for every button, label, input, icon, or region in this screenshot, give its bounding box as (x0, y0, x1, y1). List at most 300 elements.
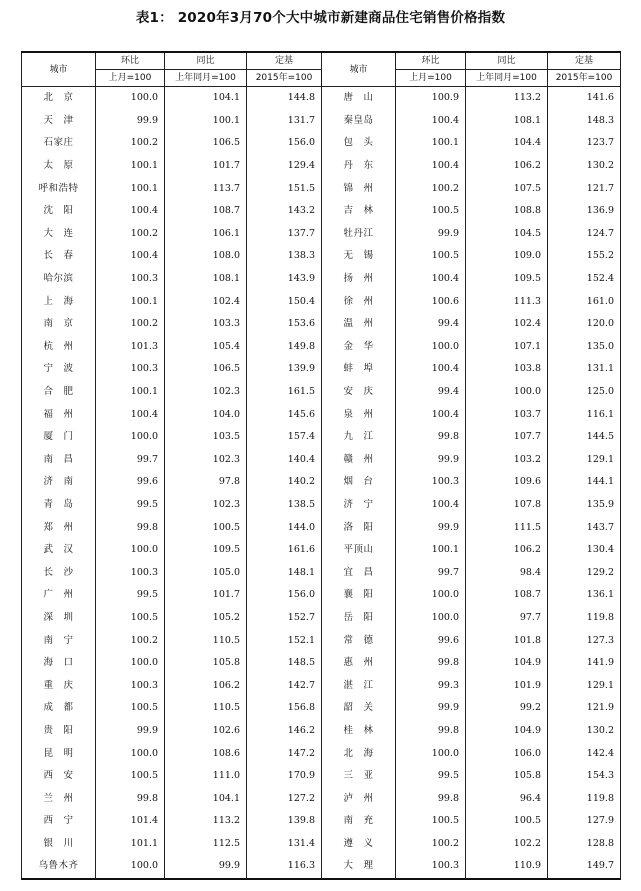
table-row (22, 177, 621, 200)
right-city-cell: 韶 关 (322, 697, 396, 720)
left-base-cell: 161.5 (247, 381, 322, 404)
right-yoy-cell: 100.5 (466, 810, 548, 833)
right-base-cell: 121.9 (548, 697, 621, 720)
right-mom-cell: 100.1 (396, 132, 466, 155)
left-base-cell: 140.2 (247, 471, 322, 494)
right-mom-cell: 100.4 (396, 494, 466, 517)
right-yoy-cell: 103.7 (466, 403, 548, 426)
header-yoy-right: 同比 (466, 52, 548, 70)
right-base-cell: 129.1 (548, 674, 621, 697)
right-city-cell: 徐 州 (322, 290, 396, 313)
right-city-cell: 济 宁 (322, 494, 396, 517)
right-mom-cell: 100.1 (396, 539, 466, 562)
right-yoy-cell: 107.8 (466, 494, 548, 517)
right-city-cell: 洛 阳 (322, 516, 396, 539)
header-mom-left: 环比 (96, 52, 165, 70)
right-base-cell: 149.7 (548, 855, 621, 879)
left-yoy-cell: 108.0 (165, 245, 247, 268)
right-base-cell: 155.2 (548, 245, 621, 268)
right-mom-cell: 99.8 (396, 720, 466, 743)
left-mom-cell: 101.4 (96, 810, 165, 833)
right-yoy-cell: 107.5 (466, 177, 548, 200)
left-yoy-cell: 99.9 (165, 855, 247, 879)
left-city-cell: 南 昌 (22, 449, 96, 472)
left-city-cell: 南 京 (22, 313, 96, 336)
right-city-cell: 岳 阳 (322, 607, 396, 630)
right-mom-cell: 100.5 (396, 200, 466, 223)
table-row (22, 313, 621, 336)
left-mom-cell: 99.8 (96, 516, 165, 539)
left-base-cell: 151.5 (247, 177, 322, 200)
left-base-cell: 146.2 (247, 720, 322, 743)
right-base-cell: 125.0 (548, 381, 621, 404)
left-base-cell: 142.7 (247, 674, 322, 697)
header-mom-right: 环比 (396, 52, 466, 70)
right-mom-cell: 99.8 (396, 652, 466, 675)
table-row (22, 87, 621, 110)
right-city-cell: 安 庆 (322, 381, 396, 404)
header-yoy-sub-left: 上年同月=100 (165, 70, 247, 87)
right-mom-cell: 100.4 (396, 155, 466, 178)
left-yoy-cell: 103.3 (165, 313, 247, 336)
table-row (22, 403, 621, 426)
left-yoy-cell: 102.4 (165, 290, 247, 313)
left-yoy-cell: 105.0 (165, 561, 247, 584)
right-city-cell: 南 充 (322, 810, 396, 833)
left-mom-cell: 99.5 (96, 584, 165, 607)
right-base-cell: 154.3 (548, 765, 621, 788)
header-base-sub-right: 2015年=100 (548, 70, 621, 87)
header-city-left: 城市 (22, 52, 96, 87)
left-base-cell: 157.4 (247, 426, 322, 449)
left-yoy-cell: 110.5 (165, 629, 247, 652)
right-mom-cell: 99.9 (396, 223, 466, 246)
left-mom-cell: 100.2 (96, 132, 165, 155)
right-yoy-cell: 106.2 (466, 155, 548, 178)
right-base-cell: 116.1 (548, 403, 621, 426)
right-base-cell: 129.2 (548, 561, 621, 584)
right-city-cell: 蚌 埠 (322, 358, 396, 381)
right-city-cell: 常 德 (322, 629, 396, 652)
right-city-cell: 金 华 (322, 336, 396, 359)
left-city-cell: 西 安 (22, 765, 96, 788)
right-mom-cell: 100.5 (396, 245, 466, 268)
table-row (22, 336, 621, 359)
right-yoy-cell: 109.6 (466, 471, 548, 494)
table-row (22, 629, 621, 652)
left-yoy-cell: 109.5 (165, 539, 247, 562)
right-mom-cell: 100.0 (396, 607, 466, 630)
table-row (22, 381, 621, 404)
left-city-cell: 重 庆 (22, 674, 96, 697)
left-mom-cell: 99.9 (96, 720, 165, 743)
left-yoy-cell: 101.7 (165, 584, 247, 607)
left-base-cell: 156.0 (247, 132, 322, 155)
left-mom-cell: 100.4 (96, 245, 165, 268)
left-yoy-cell: 106.5 (165, 358, 247, 381)
left-mom-cell: 100.5 (96, 697, 165, 720)
left-base-cell: 139.8 (247, 810, 322, 833)
right-city-cell: 遵 义 (322, 833, 396, 856)
left-mom-cell: 100.1 (96, 290, 165, 313)
left-yoy-cell: 106.2 (165, 674, 247, 697)
left-yoy-cell: 112.5 (165, 833, 247, 856)
left-base-cell: 129.4 (247, 155, 322, 178)
left-mom-cell: 100.1 (96, 155, 165, 178)
left-city-cell: 南 宁 (22, 629, 96, 652)
right-base-cell: 152.4 (548, 268, 621, 291)
left-city-cell: 合 肥 (22, 381, 96, 404)
left-city-cell: 呼和浩特 (22, 177, 96, 200)
left-city-cell: 昆 明 (22, 742, 96, 765)
table-row (22, 110, 621, 133)
right-mom-cell: 99.3 (396, 674, 466, 697)
table-body (22, 87, 621, 879)
right-yoy-cell: 110.9 (466, 855, 548, 879)
left-mom-cell: 100.1 (96, 381, 165, 404)
right-city-cell: 包 头 (322, 132, 396, 155)
right-city-cell: 吉 林 (322, 200, 396, 223)
right-mom-cell: 100.9 (396, 87, 466, 110)
left-yoy-cell: 113.2 (165, 810, 247, 833)
left-city-cell: 广 州 (22, 584, 96, 607)
left-city-cell: 太 原 (22, 155, 96, 178)
right-base-cell: 121.7 (548, 177, 621, 200)
left-yoy-cell: 101.7 (165, 155, 247, 178)
left-city-cell: 长 春 (22, 245, 96, 268)
right-base-cell: 124.7 (548, 223, 621, 246)
left-mom-cell: 100.3 (96, 674, 165, 697)
left-yoy-cell: 102.6 (165, 720, 247, 743)
right-mom-cell: 100.2 (396, 177, 466, 200)
right-mom-cell: 99.7 (396, 561, 466, 584)
left-mom-cell: 100.4 (96, 403, 165, 426)
right-yoy-cell: 108.7 (466, 584, 548, 607)
right-base-cell: 144.1 (548, 471, 621, 494)
right-mom-cell: 99.9 (396, 449, 466, 472)
right-base-cell: 130.2 (548, 155, 621, 178)
right-yoy-cell: 111.5 (466, 516, 548, 539)
left-yoy-cell: 102.3 (165, 494, 247, 517)
right-mom-cell: 99.5 (396, 765, 466, 788)
right-base-cell: 123.7 (548, 132, 621, 155)
right-base-cell: 129.1 (548, 449, 621, 472)
header-base-left: 定基 (247, 52, 322, 70)
left-mom-cell: 100.3 (96, 561, 165, 584)
right-yoy-cell: 101.8 (466, 629, 548, 652)
table-row (22, 720, 621, 743)
header-city-right: 城市 (322, 52, 396, 87)
right-city-cell: 湛 江 (322, 674, 396, 697)
right-mom-cell: 99.4 (396, 381, 466, 404)
header-mom-sub-left: 上月=100 (96, 70, 165, 87)
right-mom-cell: 100.4 (396, 268, 466, 291)
right-yoy-cell: 109.5 (466, 268, 548, 291)
left-city-cell: 银 川 (22, 833, 96, 856)
right-yoy-cell: 96.4 (466, 787, 548, 810)
header-base-right: 定基 (548, 52, 621, 70)
left-base-cell: 138.3 (247, 245, 322, 268)
left-mom-cell: 100.0 (96, 87, 165, 110)
left-city-cell: 济 南 (22, 471, 96, 494)
left-city-cell: 武 汉 (22, 539, 96, 562)
left-mom-cell: 99.9 (96, 110, 165, 133)
left-yoy-cell: 110.5 (165, 697, 247, 720)
left-mom-cell: 100.0 (96, 539, 165, 562)
left-city-cell: 海 口 (22, 652, 96, 675)
right-base-cell: 148.3 (548, 110, 621, 133)
right-yoy-cell: 109.0 (466, 245, 548, 268)
right-yoy-cell: 104.9 (466, 652, 548, 675)
right-mom-cell: 100.3 (396, 855, 466, 879)
left-base-cell: 143.9 (247, 268, 322, 291)
left-base-cell: 156.8 (247, 697, 322, 720)
left-yoy-cell: 111.0 (165, 765, 247, 788)
left-mom-cell: 99.6 (96, 471, 165, 494)
left-city-cell: 厦 门 (22, 426, 96, 449)
left-base-cell: 149.8 (247, 336, 322, 359)
right-mom-cell: 99.9 (396, 516, 466, 539)
right-yoy-cell: 103.2 (466, 449, 548, 472)
right-yoy-cell: 102.2 (466, 833, 548, 856)
left-yoy-cell: 102.3 (165, 381, 247, 404)
left-mom-cell: 100.3 (96, 358, 165, 381)
left-mom-cell: 100.5 (96, 607, 165, 630)
left-base-cell: 152.7 (247, 607, 322, 630)
table-row (22, 494, 621, 517)
left-base-cell: 147.2 (247, 742, 322, 765)
left-mom-cell: 100.5 (96, 765, 165, 788)
left-base-cell: 140.4 (247, 449, 322, 472)
right-yoy-cell: 108.8 (466, 200, 548, 223)
right-city-cell: 泸 州 (322, 787, 396, 810)
left-yoy-cell: 105.2 (165, 607, 247, 630)
right-mom-cell: 100.0 (396, 336, 466, 359)
table-row (22, 516, 621, 539)
table-row (22, 132, 621, 155)
right-yoy-cell: 104.9 (466, 720, 548, 743)
right-city-cell: 牡丹江 (322, 223, 396, 246)
left-base-cell: 137.7 (247, 223, 322, 246)
right-city-cell: 赣 州 (322, 449, 396, 472)
right-mom-cell: 100.4 (396, 403, 466, 426)
right-base-cell: 144.5 (548, 426, 621, 449)
table-row (22, 155, 621, 178)
left-city-cell: 哈尔滨 (22, 268, 96, 291)
left-base-cell: 148.5 (247, 652, 322, 675)
right-city-cell: 三 亚 (322, 765, 396, 788)
left-yoy-cell: 104.1 (165, 787, 247, 810)
left-yoy-cell: 100.5 (165, 516, 247, 539)
right-base-cell: 141.6 (548, 87, 621, 110)
table-row (22, 471, 621, 494)
right-mom-cell: 99.8 (396, 426, 466, 449)
left-base-cell: 138.5 (247, 494, 322, 517)
left-city-cell: 郑 州 (22, 516, 96, 539)
right-city-cell: 秦皇岛 (322, 110, 396, 133)
table-row (22, 245, 621, 268)
right-yoy-cell: 106.2 (466, 539, 548, 562)
left-city-cell: 青 岛 (22, 494, 96, 517)
left-base-cell: 145.6 (247, 403, 322, 426)
right-yoy-cell: 98.4 (466, 561, 548, 584)
table-row (22, 787, 621, 810)
table-row (22, 765, 621, 788)
right-yoy-cell: 108.1 (466, 110, 548, 133)
left-base-cell: 127.2 (247, 787, 322, 810)
left-mom-cell: 100.0 (96, 855, 165, 879)
right-base-cell: 136.1 (548, 584, 621, 607)
right-yoy-cell: 111.3 (466, 290, 548, 313)
right-city-cell: 丹 东 (322, 155, 396, 178)
left-base-cell: 139.9 (247, 358, 322, 381)
table-row (22, 855, 621, 879)
left-city-cell: 兰 州 (22, 787, 96, 810)
right-mom-cell: 100.0 (396, 584, 466, 607)
left-yoy-cell: 103.5 (165, 426, 247, 449)
right-yoy-cell: 105.8 (466, 765, 548, 788)
right-mom-cell: 100.4 (396, 110, 466, 133)
right-city-cell: 平顶山 (322, 539, 396, 562)
right-base-cell: 127.9 (548, 810, 621, 833)
header-row-2 (22, 70, 621, 87)
left-city-cell: 贵 阳 (22, 720, 96, 743)
right-base-cell: 119.8 (548, 787, 621, 810)
left-yoy-cell: 108.7 (165, 200, 247, 223)
table-row (22, 584, 621, 607)
left-yoy-cell: 102.3 (165, 449, 247, 472)
left-city-cell: 杭 州 (22, 336, 96, 359)
right-city-cell: 扬 州 (322, 268, 396, 291)
right-mom-cell: 100.2 (396, 833, 466, 856)
header-yoy-sub-right: 上年同月=100 (466, 70, 548, 87)
left-base-cell: 116.3 (247, 855, 322, 879)
table-row (22, 223, 621, 246)
table-row (22, 742, 621, 765)
left-base-cell: 131.4 (247, 833, 322, 856)
right-base-cell: 130.2 (548, 720, 621, 743)
right-yoy-cell: 104.4 (466, 132, 548, 155)
left-mom-cell: 100.2 (96, 223, 165, 246)
left-city-cell: 北 京 (22, 87, 96, 110)
right-base-cell: 135.9 (548, 494, 621, 517)
left-yoy-cell: 106.1 (165, 223, 247, 246)
left-mom-cell: 100.1 (96, 177, 165, 200)
right-mom-cell: 100.6 (396, 290, 466, 313)
left-base-cell: 143.2 (247, 200, 322, 223)
right-yoy-cell: 99.2 (466, 697, 548, 720)
right-base-cell: 131.1 (548, 358, 621, 381)
left-mom-cell: 99.5 (96, 494, 165, 517)
left-city-cell: 石家庄 (22, 132, 96, 155)
table-row (22, 539, 621, 562)
left-yoy-cell: 97.8 (165, 471, 247, 494)
left-mom-cell: 99.7 (96, 449, 165, 472)
table-row (22, 426, 621, 449)
right-yoy-cell: 113.2 (466, 87, 548, 110)
right-city-cell: 无 锡 (322, 245, 396, 268)
table-row (22, 833, 621, 856)
right-mom-cell: 100.5 (396, 810, 466, 833)
right-yoy-cell: 107.7 (466, 426, 548, 449)
table-row (22, 290, 621, 313)
right-base-cell: 119.8 (548, 607, 621, 630)
left-city-cell: 长 沙 (22, 561, 96, 584)
right-yoy-cell: 107.1 (466, 336, 548, 359)
left-base-cell: 170.9 (247, 765, 322, 788)
left-base-cell: 161.6 (247, 539, 322, 562)
right-base-cell: 161.0 (548, 290, 621, 313)
table-row (22, 652, 621, 675)
left-base-cell: 148.1 (247, 561, 322, 584)
right-city-cell: 唐 山 (322, 87, 396, 110)
left-base-cell: 144.8 (247, 87, 322, 110)
right-base-cell: 136.9 (548, 200, 621, 223)
left-yoy-cell: 108.1 (165, 268, 247, 291)
left-mom-cell: 100.2 (96, 313, 165, 336)
table-row (22, 358, 621, 381)
left-mom-cell: 100.0 (96, 426, 165, 449)
left-base-cell: 156.0 (247, 584, 322, 607)
left-mom-cell: 100.4 (96, 200, 165, 223)
right-city-cell: 襄 阳 (322, 584, 396, 607)
table-row (22, 561, 621, 584)
right-city-cell: 大 理 (322, 855, 396, 879)
left-city-cell: 宁 波 (22, 358, 96, 381)
table-row (22, 697, 621, 720)
left-city-cell: 福 州 (22, 403, 96, 426)
left-yoy-cell: 100.1 (165, 110, 247, 133)
right-city-cell: 烟 台 (322, 471, 396, 494)
left-city-cell: 上 海 (22, 290, 96, 313)
right-mom-cell: 99.4 (396, 313, 466, 336)
left-city-cell: 大 连 (22, 223, 96, 246)
left-city-cell: 深 圳 (22, 607, 96, 630)
left-mom-cell: 100.0 (96, 652, 165, 675)
right-city-cell: 九 江 (322, 426, 396, 449)
header-row-1 (22, 52, 621, 70)
right-city-cell: 锦 州 (322, 177, 396, 200)
left-city-cell: 西 宁 (22, 810, 96, 833)
right-mom-cell: 100.4 (396, 358, 466, 381)
left-city-cell: 天 津 (22, 110, 96, 133)
right-city-cell: 泉 州 (322, 403, 396, 426)
right-city-cell: 宜 昌 (322, 561, 396, 584)
table-row (22, 449, 621, 472)
left-mom-cell: 100.0 (96, 742, 165, 765)
right-mom-cell: 99.6 (396, 629, 466, 652)
table-row (22, 268, 621, 291)
right-yoy-cell: 97.7 (466, 607, 548, 630)
table-row (22, 674, 621, 697)
right-yoy-cell: 100.0 (466, 381, 548, 404)
right-city-cell: 桂 林 (322, 720, 396, 743)
left-yoy-cell: 113.7 (165, 177, 247, 200)
header-base-sub-left: 2015年=100 (247, 70, 322, 87)
left-yoy-cell: 105.4 (165, 336, 247, 359)
left-mom-cell: 100.2 (96, 629, 165, 652)
left-mom-cell: 100.3 (96, 268, 165, 291)
right-base-cell: 143.7 (548, 516, 621, 539)
right-mom-cell: 100.3 (396, 471, 466, 494)
right-base-cell: 120.0 (548, 313, 621, 336)
left-yoy-cell: 104.1 (165, 87, 247, 110)
right-city-cell: 北 海 (322, 742, 396, 765)
table-row (22, 810, 621, 833)
right-yoy-cell: 103.8 (466, 358, 548, 381)
right-base-cell: 141.9 (548, 652, 621, 675)
right-mom-cell: 99.8 (396, 787, 466, 810)
